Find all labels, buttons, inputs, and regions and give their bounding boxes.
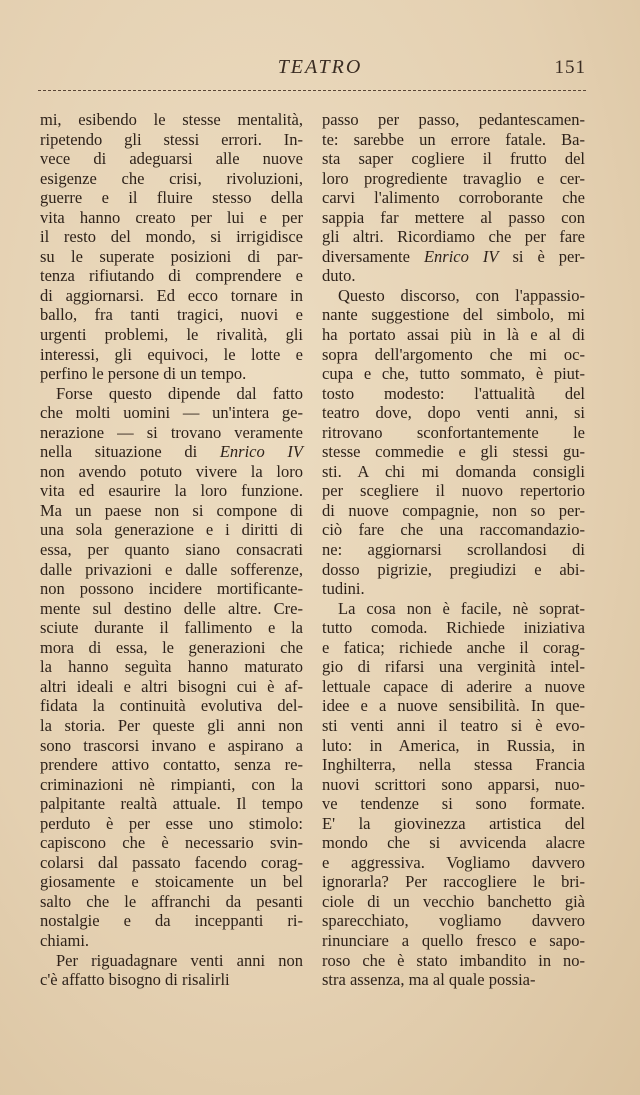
text-line: E' la giovinezza artistica del: [322, 813, 585, 833]
text-line: ciò fare che una raccomandazio-: [322, 520, 585, 540]
text-line: stra assenza, ma al quale possia-: [322, 970, 536, 990]
text-line: sopra dell'argomento che mi oc-: [322, 344, 585, 364]
text-line: ballo, fra tanti tragici, nuovi e: [40, 305, 303, 325]
text-line: passo per passo, pedantescamen-: [322, 110, 585, 129]
text-line: Questo discorso, con l'appassio-: [338, 285, 585, 305]
page-number: 151: [554, 57, 586, 78]
text-line: palpitante realtà attuale. Il tempo: [40, 794, 303, 814]
text-line: diversamente Enrico IV si è per-: [322, 246, 586, 266]
text-line: nante suggestione del simbolo, mi: [322, 305, 585, 325]
text-line: guerre e il fluire stesso della: [40, 188, 303, 208]
text-line: e aggressiva. Vogliamo davvero: [322, 852, 585, 872]
text-line: essa, per quanto siano consacrati: [40, 540, 303, 560]
text-line: colarsi dal passato facendo corag-: [40, 852, 303, 872]
text-line: giosamente e stoicamente un bel: [40, 872, 303, 892]
text-line: il resto del mondo, si irrigidisce: [40, 227, 303, 247]
text-line: perfino le persone di un tempo.: [40, 364, 247, 384]
text-line: mondo che si avvicenda alacre: [322, 833, 585, 853]
text-line: urgenti problemi, le rivalità, gli: [40, 325, 303, 345]
text-line: La cosa non è facile, nè soprat-: [338, 598, 585, 618]
text-line: dosso pigrizie, pregiudizi e abi-: [322, 559, 585, 579]
text-line: Forse questo dipende dal fatto: [56, 383, 303, 403]
text-line: perduto è per esse uno stimolo:: [40, 813, 303, 833]
text-line: mente sul destino delle altre. Cre-: [40, 598, 303, 618]
text-line: duto.: [322, 266, 356, 286]
text-line: tenza rifiutando di comprendere e: [40, 266, 303, 286]
text-line: mi, esibendo le stesse mentalità,: [40, 110, 303, 129]
text-line: sappia far mettere al passo con: [322, 207, 585, 227]
text-line: tudini.: [322, 579, 365, 599]
text-line: carvi l'alimento corroborante che: [322, 188, 585, 208]
text-line: e fatica; richiede anche il corag-: [322, 637, 585, 657]
text-line: per scegliere il nuovo repertorio: [322, 481, 585, 501]
text-line: che molti uomini — un'intera ge-: [40, 403, 303, 423]
text-line: lettuale capace di aderire a nuove: [322, 676, 585, 696]
text-line: ha portato assai più in là e al di: [322, 325, 585, 345]
text-line: di nuove compagnie, non so per-: [322, 500, 585, 520]
text-line: salto che le affranchi da pesanti: [40, 891, 303, 911]
text-line: non possono incidere mortificante-: [40, 579, 303, 599]
text-line: sti. A chi mi domanda consigli: [322, 461, 585, 481]
text-line: ciole di un vecchio banchetto già: [322, 891, 585, 911]
left-column: [40, 110, 303, 990]
text-line: vita hanno creato per lui e per: [40, 207, 303, 227]
text-line: sparecchiato, vogliamo davvero: [322, 911, 585, 931]
text-line: vece di adeguarsi alle nuove: [40, 149, 303, 169]
text-line: mora di essa, le generazioni che: [40, 637, 303, 657]
text-line: criminazioni nè rimpianti, con la: [40, 774, 303, 794]
text-line: non avendo potuto vivere la loro: [40, 461, 303, 481]
text-line: cupa e che, tutto sommato, è piut-: [322, 364, 585, 384]
text-line: fidata la continuità evolutiva del-: [40, 696, 303, 716]
text-line: sti venti anni il teatro si è evo-: [322, 715, 585, 735]
header-rule: [38, 90, 586, 91]
text-line: capiscono che è necessario svin-: [40, 833, 303, 853]
text-line: la storia. Per queste gli anni non: [40, 715, 303, 735]
text-line: dalle privazioni e dalle sofferenze,: [40, 559, 303, 579]
text-line: prendere attivo contatto, senza re-: [40, 755, 303, 775]
text-line: ripetendo gli stessi errori. In-: [40, 129, 303, 149]
text-line: Inghilterra, nella stessa Francia: [322, 755, 585, 775]
section-title: TEATRO: [277, 56, 363, 78]
text-line: sciute durante il fallimento e la: [40, 618, 303, 638]
text-line: roso che è stato imbandito in no-: [322, 950, 585, 970]
text-line: nuovi scrittori sono apparsi, nuo-: [322, 774, 585, 794]
text-line: teatro dove, dopo venti anni, si: [322, 403, 585, 423]
text-line: rinunciare a quello fresco e sapo-: [322, 930, 585, 950]
text-line: tutto comoda. Richiede iniziativa: [322, 618, 585, 638]
text-line: esigenze che crisi, rivoluzioni,: [40, 168, 303, 188]
text-line: una sola generazione e i diritti di: [40, 520, 303, 540]
text-line: Ma un paese non si compone di: [40, 500, 303, 520]
text-line: gli altri. Ricordiamo che per fare: [322, 227, 585, 247]
text-line: luto: in America, in Russia, in: [322, 735, 585, 755]
right-column: [322, 110, 585, 990]
text-line: altri ideali e altri bisogni cui è af-: [40, 676, 303, 696]
text-line: nella situazione di Enrico IV: [40, 442, 304, 462]
text-line: ignorarla? Per raccogliere le bri-: [322, 872, 585, 892]
text-line: loro progrediente travaglio e cer-: [322, 168, 585, 188]
text-line: su le superate posizioni di par-: [40, 246, 303, 266]
text-line: di aggiornarsi. Ed ecco tornare in: [40, 285, 303, 305]
text-line: gio di rifarsi una verginità intel-: [322, 657, 585, 677]
text-line: sono trascorsi invano e aspirano a: [40, 735, 303, 755]
text-line: la hanno seguìta hanno maturato: [40, 657, 303, 677]
text-line: nostalgie e da inceppanti ri-: [40, 911, 303, 931]
text-line: idee e a nuove sensibilità. In que-: [322, 696, 585, 716]
text-line: sta saper cogliere il frutto del: [322, 149, 585, 169]
text-line: nerazione — si trovano veramente: [40, 422, 303, 442]
text-line: tosto modesto: l'attualità del: [322, 383, 585, 403]
text-line: ne: aggiornarsi scrollandosi di: [322, 540, 585, 560]
text-line: Per riguadagnare venti anni non: [56, 950, 303, 970]
text-line: chiami.: [40, 930, 90, 950]
text-line: stesse commedie e gli stessi gu-: [322, 442, 585, 462]
running-head: [40, 56, 600, 82]
text-line: ritrovano sconfortantemente le: [322, 422, 585, 442]
text-line: te: sarebbe un errore fatale. Ba-: [322, 129, 585, 149]
text-line: ve tendenze si sono formate.: [322, 794, 585, 814]
text-line: vita ed esaurire la loro funzione.: [40, 481, 303, 501]
text-line: c'è affatto bisogno di risalirli: [40, 970, 230, 990]
text-line: interessi, gli equivoci, le lotte e: [40, 344, 303, 364]
